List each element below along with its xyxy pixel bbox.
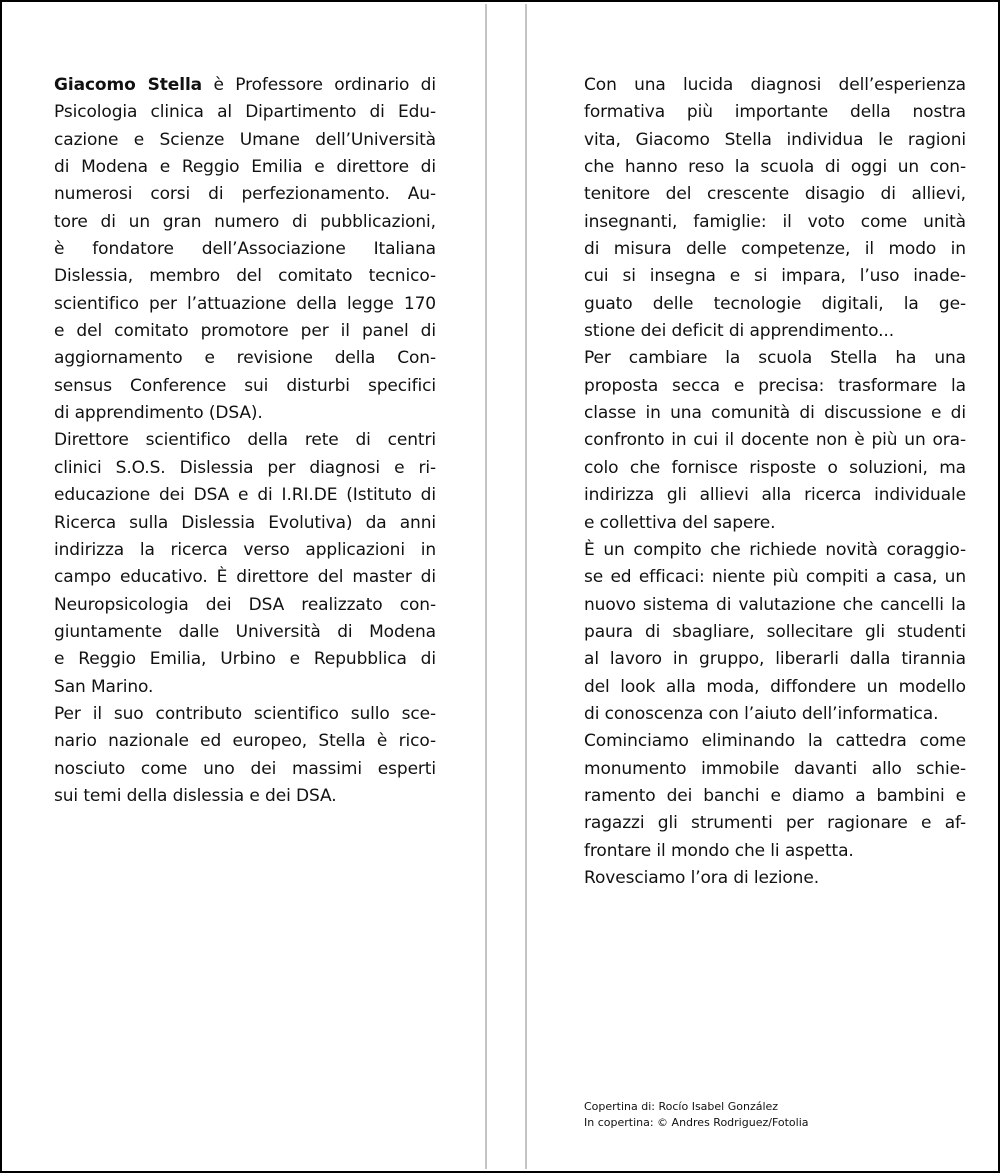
text-line: Giacomo Stella è Professore ordinario di <box>54 75 436 95</box>
fold-line-left <box>485 4 487 1169</box>
text-line: scientifico per l’attuazione della legge 170 <box>54 293 436 314</box>
text-line: nario nazionale ed europeo, Stella è rico- <box>54 731 436 752</box>
author-bio-column <box>54 72 436 810</box>
text-line: Cominciamo eliminando la cattedra come <box>584 731 966 752</box>
text-line: sensus Conference sui disturbi specifici <box>54 375 436 396</box>
text-line: di Modena e Reggio Emilia e direttore di <box>54 157 436 178</box>
text-line: cui si insegna e si impara, l’uso inade- <box>584 266 966 287</box>
text-line: sui temi della dislessia e dei DSA. <box>54 785 337 806</box>
blurb-closing-line <box>584 865 966 892</box>
text-line: paura di sbagliare, sollecitare gli studenti <box>584 621 966 642</box>
text-line: è fondatore dell’Associazione Italiana <box>54 239 436 260</box>
text-line: di conoscenza con l’aiuto dell’informatica. <box>584 703 939 724</box>
cover-design-credit: Copertina di: Rocío Isabel González <box>584 1100 779 1113</box>
text-line: Neuropsicologia dei DSA realizzato con- <box>54 594 436 615</box>
text-line: Per cambiare la scuola Stella ha una <box>584 348 966 369</box>
text-line: guato delle tecnologie digitali, la ge- <box>584 293 966 314</box>
text-line: ragazzi gli strumenti per ragionare e af- <box>584 813 966 834</box>
text-line: tore di un gran numero di pubblicazioni, <box>54 211 436 232</box>
text-line: ramento dei banchi e diamo a bambini e <box>584 785 966 806</box>
text-line: vita, Giacomo Stella individua le ragioni <box>584 129 966 150</box>
text-line: stione dei deficit di apprendimento... <box>584 321 895 342</box>
text-line: Con una lucida diagnosi dell’esperienza <box>584 75 966 95</box>
text-line: cazione e Scienze Umane dell’Università <box>54 129 436 150</box>
fold-line-right <box>525 4 527 1169</box>
author-recognition-paragraph <box>54 701 436 810</box>
cover-photo-credit: In copertina: © Andres Rodriguez/Fotolia <box>584 1116 809 1129</box>
text-line: campo educativo. È direttore del master di <box>54 567 436 588</box>
text-line: classe in una comunità di discussione e di <box>584 403 966 424</box>
text-line: Ricerca sulla Dislessia Evolutiva) da anni <box>54 512 436 533</box>
author-career-paragraph <box>54 427 436 700</box>
text-line: indirizza gli allievi alla ricerca individuale <box>584 485 966 506</box>
text-line: di apprendimento (DSA). <box>54 403 263 424</box>
blurb-paragraph-proposals <box>584 537 966 865</box>
text-line: giuntamente dalle Università di Modena <box>54 621 436 642</box>
text-line: di misura delle competenze, il modo in <box>584 239 966 260</box>
text-line: indirizza la ricerca verso applicazioni in <box>54 539 436 560</box>
text-line: educazione dei DSA e di I.RI.DE (Istituto di <box>54 485 436 506</box>
text-line: San Marino. <box>54 676 154 697</box>
text-line: frontare il mondo che li aspetta. <box>584 840 854 861</box>
text-line: e collettiva del sapere. <box>584 512 776 533</box>
text-line: formativa più importante della nostra <box>584 102 966 123</box>
author-name: Giacomo Stella <box>54 75 203 95</box>
text-line: Dislessia, membro del comitato tecnico- <box>54 266 436 287</box>
text-line: nuovo sistema di valutazione che cancelli la <box>584 594 966 615</box>
text-line: che hanno reso la scuola di oggi un con- <box>584 157 966 178</box>
text-line: È un compito che richiede novità coraggio- <box>584 539 966 560</box>
text-line: confronto in cui il docente non è più un ora- <box>584 430 966 451</box>
text-line: aggiornamento e revisione della Con- <box>54 348 436 369</box>
text-line: del look alla moda, diffondere un modello <box>584 676 966 697</box>
text-line: Per il suo contributo scientifico sullo sce- <box>54 703 436 724</box>
text-line: nosciuto come uno dei massimi esperti <box>54 758 436 779</box>
text-line: Direttore scientifico della rete di centri <box>54 430 436 451</box>
text-line: Rovesciamo l’ora di lezione. <box>584 867 820 888</box>
text-line: e Reggio Emilia, Urbino e Repubblica di <box>54 649 436 670</box>
text-line: e del comitato promotore per il panel di <box>54 321 436 342</box>
text-line: colo che fornisce risposte o soluzioni, ma <box>584 457 966 478</box>
text-line: clinici S.O.S. Dislessia per diagnosi e ri- <box>54 457 436 478</box>
text-line: insegnanti, famiglie: il voto come unità <box>584 211 966 232</box>
book-blurb-column <box>584 72 966 892</box>
text-line: tenitore del crescente disagio di allievi, <box>584 184 966 205</box>
text-line: monumento immobile davanti allo schie- <box>584 758 966 779</box>
text-line: al lavoro in gruppo, liberarli dalla tirannia <box>584 649 966 670</box>
text-line: se ed efficaci: niente più compiti a casa, un <box>584 567 966 588</box>
author-bio-paragraph <box>54 72 436 427</box>
cover-credits <box>584 1099 809 1131</box>
text-line: Psicologia clinica al Dipartimento di Edu- <box>54 102 436 123</box>
blurb-paragraph-diagnosis <box>584 72 966 537</box>
text-line: proposta secca e precisa: trasformare la <box>584 375 966 396</box>
text-line: numerosi corsi di perfezionamento. Au- <box>54 184 436 205</box>
